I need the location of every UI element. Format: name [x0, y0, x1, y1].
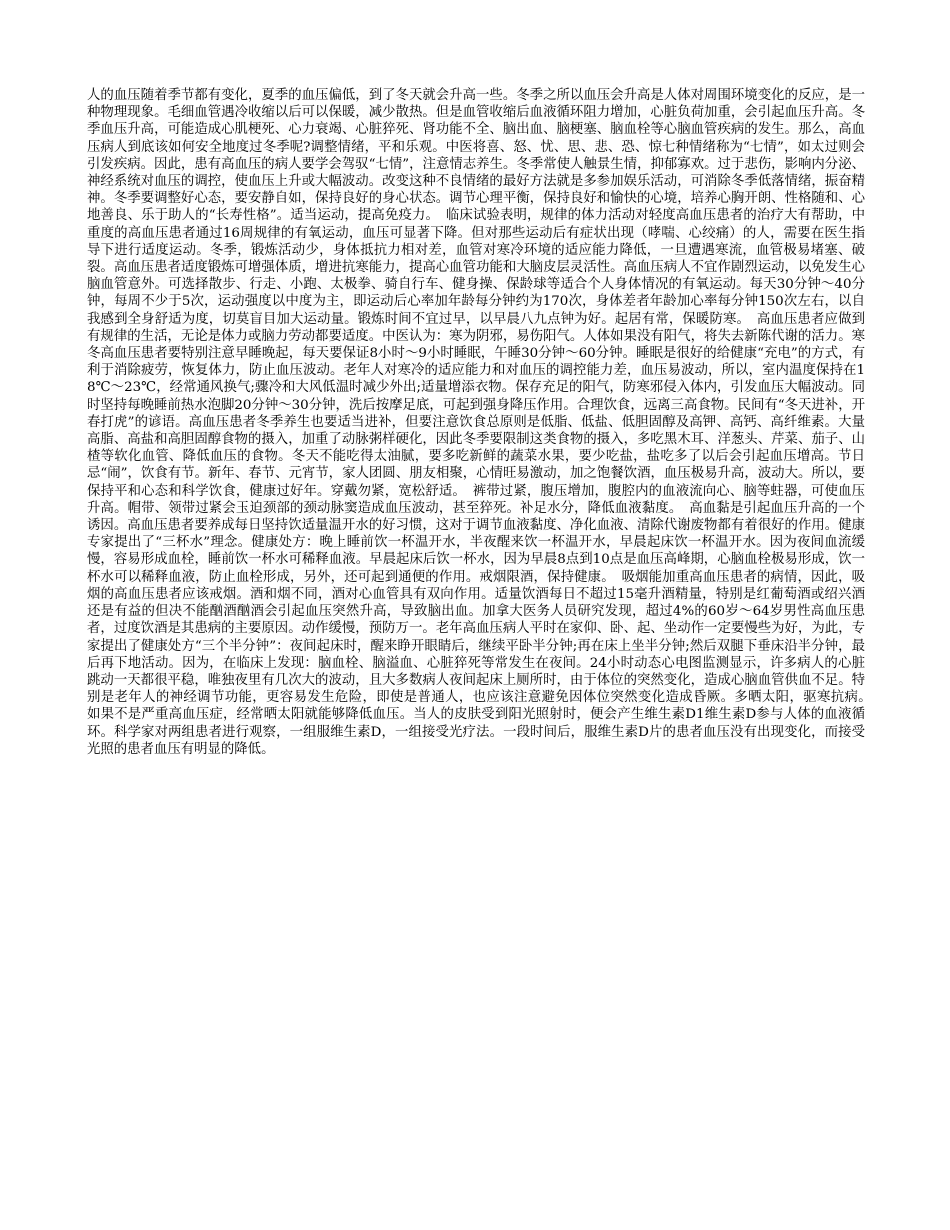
article-body-paragraph: 人的血压随着季节都有变化，夏季的血压偏低，到了冬天就会升高一些。冬季之所以血压会升高是人体对周围环境变化的反应，是一种物理现象。毛细血管遇冷收缩以后可以保暖，减少散热。但是血管收缩后血液循环阻力增加，心脏负荷加重，会引起血压升高。冬季血压升高，可能造成心肌梗死、心力衰竭、心脏猝死、肾功能不全、脑出血、脑梗塞、脑血栓等心脑血管疾病的发生。那么，高血压病人到底该如何安全地度过冬季呢?调整情绪，平和乐观。中医将喜、怒、忧、思、悲、恐、惊七种情绪称为“七情”，如太过则会引发疾病。因此，患有高血压的病人要学会驾驭“七情”，注意情志养生。冬季常使人触景生情，抑郁寡欢。过于悲伤，影响内分泌、神经系统对血压的调控，使血压上升或大幅波动。改变这种不良情绪的最好方法就是多参加娱乐活动，可消除冬季低落情绪，振奋精神。冬季要调整好心态，要安静自如，保持良好的身心状态。调节心理平衡，保持良好和愉快的心境，培养心胸开朗、性格随和、心地善良、乐于助人的“长寿性格”。适当运动，提高免疫力。 临床试验表明，规律的体力活动对轻度高血压患者的治疗大有帮助，中重度的高血压患者通过16周规律的有氧运动，血压可显著下降。但对那些运动后有症状出现（哮喘、心绞痛）的人，需要在医生指导下进行适度运动。冬季，锻炼活动少，身体抵抗力相对差，血管对寒冷环境的适应能力降低，一旦遭遇寒流，血管极易堵塞、破裂。高血压患者适度锻炼可增强体质，增进抗寒能力，提高心血管功能和大脑皮层灵活性。高血压病人不宜作剧烈运动，以免发生心脑血管意外。可选择散步、行走、小跑、太极拳、骑自行车、健身操、保龄球等适合个人身体情况的有氧运动。每天30分钟～40分钟，每周不少于5次，运动强度以中度为主，即运动后心率加年龄每分钟约为170次，身体差者年龄加心率每分钟150次左右，以自我感到全身舒适为度，切莫盲目加大运动量。锻炼时间不宜过早，以早晨八九点钟为好。起居有常，保暖防寒。 高血压患者应做到有规律的生活，无论是体力或脑力劳动都要适度。中医认为：寒为阴邪，易伤阳气。人体如果没有阳气，将失去新陈代谢的活力。寒冬高血压患者要特别注意早睡晚起，每天要保证8小时～9小时睡眠，午睡30分钟～60分钟。睡眠是很好的给健康“充电”的方式，有利于消除疲劳，恢复体力，防止血压波动。老年人对寒冷的适应能力和对血压的调控能力差，血压易波动，所以，室内温度保持在18℃～23℃，经常通风换气;骤冷和大风低温时减少外出;适量增添衣物。保存充足的阳气，防寒邪侵入体内，引发血压大幅波动。同时坚持每晚睡前热水泡脚20分钟～30分钟，洗后按摩足底，可起到强身降压作用。合理饮食，远离三高食物。民间有“冬天进补，开春打虎”的谚语。高血压患者冬季养生也要适当进补，但要注意饮食总原则是低脂、低盐、低胆固醇及高钾、高钙、高纤维素。大量高脂、高盐和高胆固醇食物的摄入，加重了动脉粥样硬化，因此冬季要限制这类食物的摄入，多吃黑木耳、洋葱头、芹菜、茄子、山楂等软化血管、降低血压的食物。冬天不能吃得太油腻，要多吃新鲜的蔬菜水果，要少吃盐，盐吃多了以后会引起血压增高。节日忌“闹”，饮食有节。新年、春节、元宵节，家人团圆、朋友相聚，心情旺易激动，加之饱餐饮酒，血压极易升高，波动大。所以，要保持平和心态和科学饮食，健康过好年。穿戴勿紧，宽松舒适。 裤带过紧，腹压增加，腹腔内的血液流向心、脑等蛀器，可使血压升高。帽带、领带过紧会玉迫颈部的颈动脉窦造成血压波动，甚至猝死。补足水分，降低血液黏度。 高血黏是引起血压升高的一个诱因。高血压患者要养成每日坚持饮适量温开水的好习惯，这对于调节血液黏度、净化血液、清除代谢废物都有着很好的作用。健康专家提出了“三杯水”理念。健康处方：晚上睡前饮一杯温开水，半夜醒来饮一杯温开水，早晨起床饮一杯温开水。因为夜间血流缓慢，容易形成血栓，睡前饮一杯水可稀释血液。早晨起床后饮一杯水，因为早晨8点到10点是血压高峰期，心脑血栓极易形成，饮一杯水可以稀释血液，防止血栓形成，另外，还可起到通便的作用。戒烟限酒，保持健康。 吸烟能加重高血压患者的病情，因此，吸烟的高血压患者应该戒烟。酒和烟不同，酒对心血管具有双向作用。适量饮酒每日不超过15毫升酒精量，特别是红葡萄酒或绍兴酒还是有益的但决不能酗酒酗酒会引起血压突然升高，导致脑出血。加拿大医务人员研究发现，超过4%的60岁～64岁男性高血压患者，过度饮酒是其患病的主要原因。动作缓慢，预防万一。老年高血压病人平时在家仰、卧、起、坐动作一定要慢些为好，为此，专家提出了健康处方“三个半分钟”：夜间起床时，醒来睁开眼睛后，继续平卧半分钟;再在床上坐半分钟;然后双腿下垂床沿半分钟，最后再下地活动。因为，在临床上发现：脑血栓、脑溢血、心脏猝死等常发生在夜间。24小时动态心电图监测显示，许多病人的心脏跳动一天都很平稳，唯独夜里有几次大的波动，且大多数病人夜间起床上厕所时，由于体位的突然变化，造成心脑血管供血不足。特别是老年人的神经调节功能，更容易发生危险，即使是普通人，也应该注意避免因体位突然变化造成昏厥。多晒太阳，驱寒抗病。 如果不是严重高血压症，经常晒太阳就能够降低血压。当人的皮肤受到阳光照射时，便会产生维生素D1维生素D参与人体的血液循环。科学家对两组患者进行观察，一组服维生素D，一组接受光疗法。一段时间后，服维生素D片的患者血压没有出现变化，而接受光照的患者血压有明显的降低。	[87, 88, 879, 757]
document-page	[87, 87, 879, 758]
